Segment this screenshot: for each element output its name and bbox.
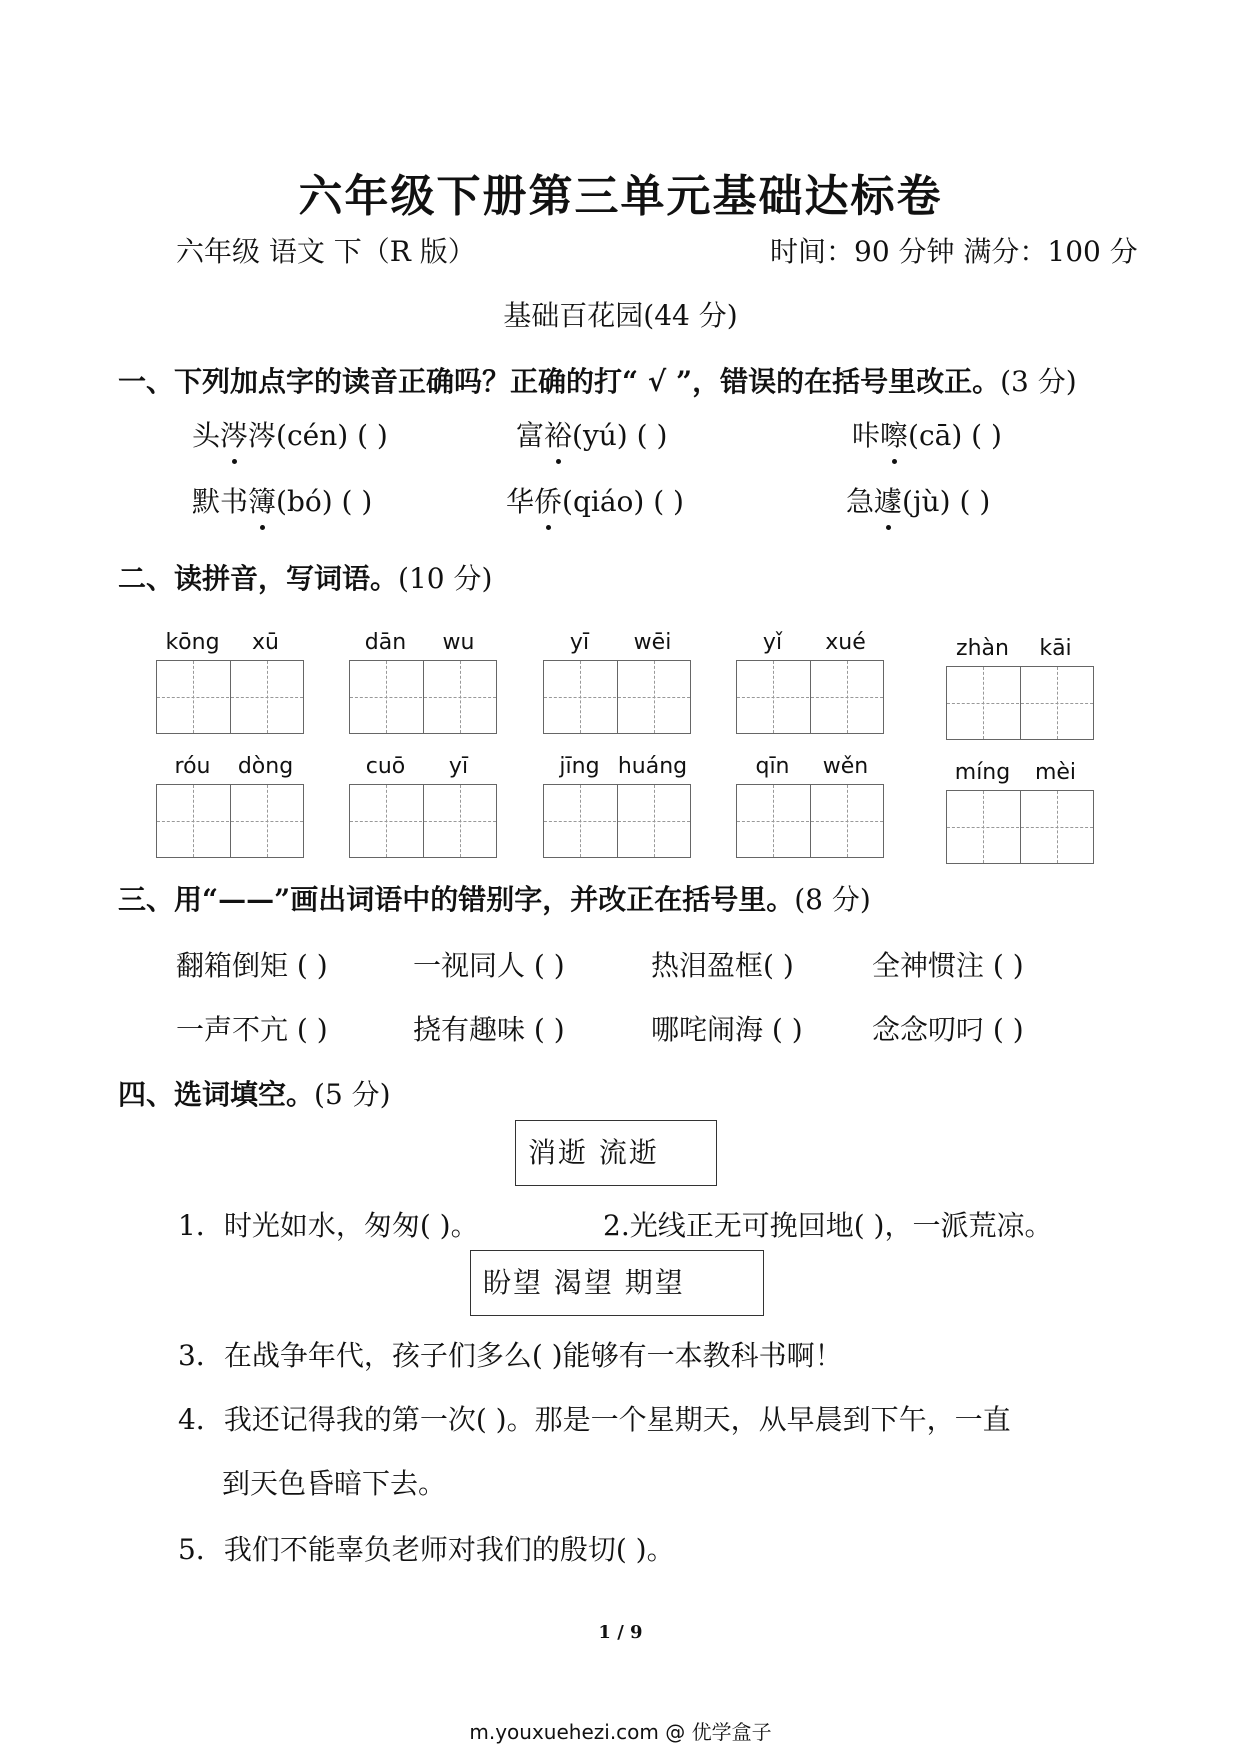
page-number: 1 / 9 (598, 1622, 643, 1643)
word-choice-box: 消逝 流逝 (515, 1120, 717, 1186)
writing-box[interactable] (543, 784, 691, 858)
writing-box[interactable] (946, 666, 1094, 740)
q3-item: 哪咤闹海 ( ) (651, 1013, 803, 1046)
q4-sentence: 4．我还记得我的第一次( )。那是一个星期天，从早晨到下午，一直 (178, 1403, 1011, 1436)
time-score: 时间：90 分钟 满分：100 分 (770, 235, 1138, 268)
q1-item: 华侨(qiáo) ( ) (506, 480, 684, 520)
writing-box[interactable] (543, 660, 691, 734)
q1-item: 头涔涔(cén) ( ) (192, 414, 388, 454)
q4-sentence: 5．我们不能辜负老师对我们的殷切( )。 (178, 1533, 675, 1566)
q3-item: 一声不亢 ( ) (176, 1013, 328, 1046)
q3-item: 翻箱倒矩 ( ) (176, 949, 328, 982)
page-title: 六年级下册第三单元基础达标卷 (298, 171, 943, 222)
q3-item: 念念叨叼 ( ) (872, 1013, 1024, 1046)
word-choice-box: 盼望 渴望 期望 (470, 1250, 764, 1316)
writing-box[interactable] (736, 784, 884, 858)
q4-sentence-cont: 到天色昏暗下去。 (222, 1467, 447, 1500)
q4-sentence: 3．在战争年代，孩子们多么( )能够有一本教科书啊！ (178, 1339, 843, 1372)
q2-heading: 二、读拼音，写词语。(10 分) (118, 562, 493, 595)
q4-sentence: 1．时光如水，匆匆( )。 (178, 1209, 479, 1242)
writing-box[interactable] (156, 660, 304, 734)
footer-url: m.youxuehezi.com @ 优学盒子 (469, 1720, 772, 1744)
q1-item: 咔嚓(cā) ( ) (852, 414, 1002, 454)
q3-heading: 三、用“——”画出词语中的错别字，并改正在括号里。(8 分) (118, 883, 871, 916)
writing-box[interactable] (349, 660, 497, 734)
grade-subject: 六年级 语文 下（R 版） (176, 235, 476, 268)
q3-item: 挠有趣味 ( ) (413, 1013, 565, 1046)
q1-item: 富裕(yú) ( ) (516, 414, 667, 454)
writing-box[interactable] (156, 784, 304, 858)
writing-box[interactable] (946, 790, 1094, 864)
writing-box[interactable] (349, 784, 497, 858)
q1-item: 默书簿(bó) ( ) (192, 480, 372, 520)
q1-heading: 一、下列加点字的读音正确吗？正确的打“ √ ”，错误的在括号里改正。(3 分) (118, 365, 1077, 398)
section-subtitle: 基础百花园(44 分) (503, 299, 738, 332)
q1-item: 急遽(jù) ( ) (846, 480, 990, 520)
q3-item: 一视同人 ( ) (413, 949, 565, 982)
q4-sentence: 2.光线正无可挽回地( )，一派荒凉。 (603, 1209, 1053, 1242)
q3-item: 热泪盈框( ) (651, 949, 794, 982)
q3-item: 全神惯注 ( ) (872, 949, 1024, 982)
q4-heading: 四、选词填空。(5 分) (118, 1078, 391, 1111)
writing-box[interactable] (736, 660, 884, 734)
